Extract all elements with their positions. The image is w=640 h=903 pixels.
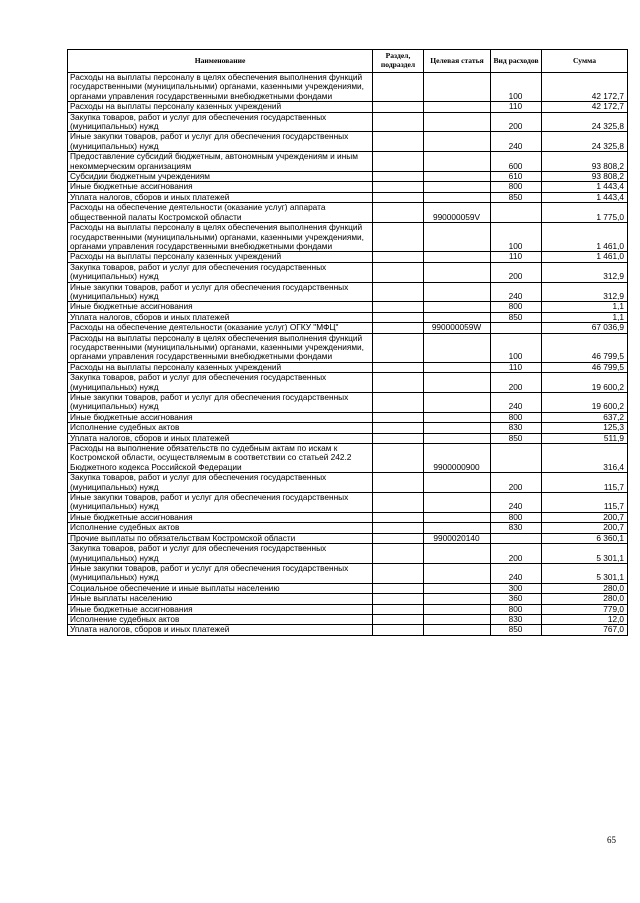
table-row bbox=[68, 182, 628, 192]
cell-type: 300 bbox=[491, 583, 542, 593]
cell-type: 800 bbox=[491, 512, 542, 522]
cell-section bbox=[373, 172, 424, 182]
cell-section bbox=[373, 493, 424, 513]
cell-target bbox=[424, 192, 491, 202]
cell-name: Закупка товаров, работ и услуг для обеспечения государственных (муниципальных) нужд bbox=[68, 112, 373, 132]
cell-target bbox=[424, 262, 491, 282]
cell-name: Иные закупки товаров, работ и услуг для обеспечения государственных (муниципальных) нужд bbox=[68, 493, 373, 513]
cell-type: 110 bbox=[491, 102, 542, 112]
cell-sum: 24 325,8 bbox=[542, 132, 628, 152]
cell-target bbox=[424, 73, 491, 102]
cell-target: 9900020140 bbox=[424, 533, 491, 543]
cell-name: Закупка товаров, работ и услуг для обеспечения государственных (муниципальных) нужд bbox=[68, 262, 373, 282]
cell-name: Предоставление субсидий бюджетным, автономным учреждениям и иным некоммерческим организациям bbox=[68, 152, 373, 172]
cell-target bbox=[424, 172, 491, 182]
cell-target bbox=[424, 625, 491, 635]
cell-section bbox=[373, 473, 424, 493]
header-section: Раздел, подраздел bbox=[373, 50, 424, 73]
table-row bbox=[68, 614, 628, 624]
cell-sum: 312,9 bbox=[542, 262, 628, 282]
cell-target bbox=[424, 223, 491, 252]
cell-name: Расходы на выплаты персоналу в целях обеспечения выполнения функций государственными (муниципальными) органами, казенными учреждениями, органами управления государственными внебюджетными фондами bbox=[68, 333, 373, 362]
cell-target bbox=[424, 112, 491, 132]
cell-section bbox=[373, 433, 424, 443]
cell-sum: 12,0 bbox=[542, 614, 628, 624]
cell-sum: 511,9 bbox=[542, 433, 628, 443]
cell-target bbox=[424, 302, 491, 312]
cell-section bbox=[373, 604, 424, 614]
cell-name: Иные закупки товаров, работ и услуг для обеспечения государственных (муниципальных) нужд bbox=[68, 282, 373, 302]
table-row bbox=[68, 583, 628, 593]
table-row bbox=[68, 323, 628, 333]
budget-sheet bbox=[67, 49, 627, 636]
cell-section bbox=[373, 282, 424, 302]
cell-type: 850 bbox=[491, 625, 542, 635]
cell-section bbox=[373, 512, 424, 522]
cell-target bbox=[424, 252, 491, 262]
cell-section bbox=[373, 333, 424, 362]
cell-name: Уплата налогов, сборов и иных платежей bbox=[68, 433, 373, 443]
cell-target bbox=[424, 412, 491, 422]
cell-section bbox=[373, 393, 424, 413]
cell-section bbox=[373, 412, 424, 422]
header-type: Вид расходов bbox=[491, 50, 542, 73]
cell-sum: 1,1 bbox=[542, 302, 628, 312]
cell-name: Уплата налогов, сборов и иных платежей bbox=[68, 192, 373, 202]
cell-type: 830 bbox=[491, 423, 542, 433]
table-row bbox=[68, 252, 628, 262]
cell-name: Закупка товаров, работ и услуг для обеспечения государственных (муниципальных) нужд bbox=[68, 373, 373, 393]
cell-target bbox=[424, 373, 491, 393]
cell-target bbox=[424, 544, 491, 564]
cell-type: 800 bbox=[491, 412, 542, 422]
header-sum: Сумма bbox=[542, 50, 628, 73]
cell-sum: 42 172,7 bbox=[542, 73, 628, 102]
cell-sum: 1 461,0 bbox=[542, 223, 628, 252]
cell-sum: 767,0 bbox=[542, 625, 628, 635]
cell-type: 200 bbox=[491, 112, 542, 132]
cell-sum: 200,7 bbox=[542, 512, 628, 522]
cell-type bbox=[491, 444, 542, 473]
cell-section bbox=[373, 182, 424, 192]
cell-target bbox=[424, 473, 491, 493]
cell-sum: 42 172,7 bbox=[542, 102, 628, 112]
cell-sum: 779,0 bbox=[542, 604, 628, 614]
cell-name: Уплата налогов, сборов и иных платежей bbox=[68, 625, 373, 635]
cell-target bbox=[424, 393, 491, 413]
cell-type: 200 bbox=[491, 262, 542, 282]
cell-section bbox=[373, 362, 424, 372]
table-row bbox=[68, 373, 628, 393]
table-row bbox=[68, 132, 628, 152]
cell-sum: 1 443,4 bbox=[542, 182, 628, 192]
table-row bbox=[68, 433, 628, 443]
cell-section bbox=[373, 523, 424, 533]
cell-name: Уплата налогов, сборов и иных платежей bbox=[68, 312, 373, 322]
cell-target bbox=[424, 182, 491, 192]
cell-name: Исполнение судебных актов bbox=[68, 423, 373, 433]
cell-type: 110 bbox=[491, 362, 542, 372]
cell-sum: 67 036,9 bbox=[542, 323, 628, 333]
cell-name: Исполнение судебных актов bbox=[68, 614, 373, 624]
cell-section bbox=[373, 152, 424, 172]
cell-target bbox=[424, 433, 491, 443]
cell-section bbox=[373, 73, 424, 102]
cell-sum: 115,7 bbox=[542, 473, 628, 493]
cell-name: Расходы на выплаты персоналу казенных учреждений bbox=[68, 102, 373, 112]
cell-section bbox=[373, 323, 424, 333]
cell-type: 360 bbox=[491, 594, 542, 604]
table-row bbox=[68, 563, 628, 583]
cell-type: 600 bbox=[491, 152, 542, 172]
cell-type: 610 bbox=[491, 172, 542, 182]
cell-name: Иные бюджетные ассигнования bbox=[68, 182, 373, 192]
cell-sum: 93 808,2 bbox=[542, 152, 628, 172]
cell-type: 850 bbox=[491, 312, 542, 322]
cell-sum: 24 325,8 bbox=[542, 112, 628, 132]
cell-target bbox=[424, 614, 491, 624]
cell-target bbox=[424, 594, 491, 604]
table-row bbox=[68, 473, 628, 493]
cell-target bbox=[424, 423, 491, 433]
table-row bbox=[68, 172, 628, 182]
cell-type: 240 bbox=[491, 393, 542, 413]
table-row bbox=[68, 152, 628, 172]
cell-target bbox=[424, 604, 491, 614]
cell-type: 240 bbox=[491, 282, 542, 302]
cell-name: Расходы на обеспечение деятельности (оказание услуг) аппарата общественной палаты Костромской области bbox=[68, 203, 373, 223]
cell-name: Иные выплаты населению bbox=[68, 594, 373, 604]
cell-sum: 19 600,2 bbox=[542, 373, 628, 393]
cell-target bbox=[424, 102, 491, 112]
cell-section bbox=[373, 132, 424, 152]
cell-name: Социальное обеспечение и иные выплаты населению bbox=[68, 583, 373, 593]
table-row bbox=[68, 533, 628, 543]
cell-type: 200 bbox=[491, 373, 542, 393]
table-row bbox=[68, 523, 628, 533]
cell-type: 100 bbox=[491, 223, 542, 252]
table-row bbox=[68, 282, 628, 302]
cell-sum: 316,4 bbox=[542, 444, 628, 473]
table-row bbox=[68, 594, 628, 604]
cell-type: 800 bbox=[491, 182, 542, 192]
cell-sum: 1,1 bbox=[542, 312, 628, 322]
cell-type: 800 bbox=[491, 604, 542, 614]
cell-target bbox=[424, 512, 491, 522]
cell-type: 240 bbox=[491, 132, 542, 152]
cell-type: 110 bbox=[491, 252, 542, 262]
cell-sum: 280,0 bbox=[542, 583, 628, 593]
cell-name: Расходы на выплаты персоналу в целях обеспечения выполнения функций государственными (муниципальными) органами, казенными учреждениями, органами управления государственными внебюджетными фондами bbox=[68, 73, 373, 102]
cell-type: 240 bbox=[491, 493, 542, 513]
table-row bbox=[68, 312, 628, 322]
cell-type: 830 bbox=[491, 523, 542, 533]
cell-sum: 125,3 bbox=[542, 423, 628, 433]
cell-type: 800 bbox=[491, 302, 542, 312]
cell-name: Иные бюджетные ассигнования bbox=[68, 302, 373, 312]
cell-target: 9900000900 bbox=[424, 444, 491, 473]
header-target: Целевая статья bbox=[424, 50, 491, 73]
cell-sum: 312,9 bbox=[542, 282, 628, 302]
table-row bbox=[68, 444, 628, 473]
cell-section bbox=[373, 625, 424, 635]
table-body bbox=[68, 73, 628, 636]
cell-sum: 1 461,0 bbox=[542, 252, 628, 262]
cell-section bbox=[373, 203, 424, 223]
cell-sum: 1 443,4 bbox=[542, 192, 628, 202]
cell-name: Расходы на обеспечение деятельности (оказание услуг) ОГКУ "МФЦ" bbox=[68, 323, 373, 333]
table-row bbox=[68, 423, 628, 433]
budget-table bbox=[67, 49, 628, 636]
table-row bbox=[68, 412, 628, 422]
cell-type: 240 bbox=[491, 563, 542, 583]
cell-type: 850 bbox=[491, 433, 542, 443]
cell-sum: 5 301,1 bbox=[542, 544, 628, 564]
cell-section bbox=[373, 563, 424, 583]
table-row bbox=[68, 362, 628, 372]
cell-section bbox=[373, 544, 424, 564]
cell-sum: 6 360,1 bbox=[542, 533, 628, 543]
table-row bbox=[68, 203, 628, 223]
header-row bbox=[68, 50, 628, 73]
cell-name: Расходы на выплаты персоналу казенных учреждений bbox=[68, 252, 373, 262]
cell-section bbox=[373, 112, 424, 132]
cell-section bbox=[373, 373, 424, 393]
table-row bbox=[68, 625, 628, 635]
cell-target bbox=[424, 563, 491, 583]
cell-target: 990000059W bbox=[424, 323, 491, 333]
cell-section bbox=[373, 102, 424, 112]
cell-sum: 46 799,5 bbox=[542, 333, 628, 362]
cell-type bbox=[491, 203, 542, 223]
cell-type: 100 bbox=[491, 333, 542, 362]
cell-target bbox=[424, 312, 491, 322]
cell-target bbox=[424, 523, 491, 533]
cell-type bbox=[491, 323, 542, 333]
table-row bbox=[68, 333, 628, 362]
cell-name: Субсидии бюджетным учреждениям bbox=[68, 172, 373, 182]
table-row bbox=[68, 302, 628, 312]
cell-target bbox=[424, 493, 491, 513]
cell-sum: 5 301,1 bbox=[542, 563, 628, 583]
cell-type: 200 bbox=[491, 473, 542, 493]
cell-target: 990000059V bbox=[424, 203, 491, 223]
cell-section bbox=[373, 583, 424, 593]
cell-type: 100 bbox=[491, 73, 542, 102]
table-row bbox=[68, 192, 628, 202]
cell-section bbox=[373, 614, 424, 624]
table-row bbox=[68, 544, 628, 564]
cell-section bbox=[373, 533, 424, 543]
table-row bbox=[68, 102, 628, 112]
table-row bbox=[68, 493, 628, 513]
table-row bbox=[68, 512, 628, 522]
cell-section bbox=[373, 262, 424, 282]
cell-target bbox=[424, 132, 491, 152]
cell-type: 200 bbox=[491, 544, 542, 564]
table-row bbox=[68, 223, 628, 252]
cell-target bbox=[424, 362, 491, 372]
cell-target bbox=[424, 152, 491, 172]
cell-section bbox=[373, 594, 424, 604]
cell-name: Закупка товаров, работ и услуг для обеспечения государственных (муниципальных) нужд bbox=[68, 544, 373, 564]
cell-name: Иные закупки товаров, работ и услуг для обеспечения государственных (муниципальных) нужд bbox=[68, 393, 373, 413]
cell-section bbox=[373, 192, 424, 202]
table-header bbox=[68, 50, 628, 73]
cell-target bbox=[424, 333, 491, 362]
cell-section bbox=[373, 252, 424, 262]
cell-sum: 1 775,0 bbox=[542, 203, 628, 223]
cell-sum: 200,7 bbox=[542, 523, 628, 533]
cell-section bbox=[373, 302, 424, 312]
table-row bbox=[68, 604, 628, 614]
cell-target bbox=[424, 583, 491, 593]
cell-name: Иные бюджетные ассигнования bbox=[68, 512, 373, 522]
page-number: 65 bbox=[607, 835, 616, 845]
table-row bbox=[68, 262, 628, 282]
header-name: Наименование bbox=[68, 50, 373, 73]
cell-name: Иные закупки товаров, работ и услуг для обеспечения государственных (муниципальных) нужд bbox=[68, 563, 373, 583]
cell-sum: 19 600,2 bbox=[542, 393, 628, 413]
cell-section bbox=[373, 223, 424, 252]
cell-sum: 637,2 bbox=[542, 412, 628, 422]
cell-sum: 93 808,2 bbox=[542, 172, 628, 182]
cell-name: Прочие выплаты по обязательствам Костромской области bbox=[68, 533, 373, 543]
cell-type bbox=[491, 533, 542, 543]
cell-section bbox=[373, 444, 424, 473]
table-row bbox=[68, 73, 628, 102]
cell-sum: 46 799,5 bbox=[542, 362, 628, 372]
cell-section bbox=[373, 423, 424, 433]
table-row bbox=[68, 112, 628, 132]
table-row bbox=[68, 393, 628, 413]
cell-name: Исполнение судебных актов bbox=[68, 523, 373, 533]
cell-sum: 280,0 bbox=[542, 594, 628, 604]
cell-name: Иные бюджетные ассигнования bbox=[68, 412, 373, 422]
cell-name: Иные бюджетные ассигнования bbox=[68, 604, 373, 614]
cell-name: Закупка товаров, работ и услуг для обеспечения государственных (муниципальных) нужд bbox=[68, 473, 373, 493]
cell-name: Расходы на выплаты персоналу в целях обеспечения выполнения функций государственными (муниципальными) органами, казенными учреждениями, органами управления государственными внебюджетными фондами bbox=[68, 223, 373, 252]
cell-type: 830 bbox=[491, 614, 542, 624]
cell-sum: 115,7 bbox=[542, 493, 628, 513]
cell-name: Иные закупки товаров, работ и услуг для обеспечения государственных (муниципальных) нужд bbox=[68, 132, 373, 152]
cell-name: Расходы на выплаты персоналу казенных учреждений bbox=[68, 362, 373, 372]
cell-target bbox=[424, 282, 491, 302]
cell-name: Расходы на выполнение обязательств по судебным актам по искам к Костромской области, осуществляемым в соответствии со статьей 242.2 Бюджетного кодекса Российской Федерации bbox=[68, 444, 373, 473]
cell-section bbox=[373, 312, 424, 322]
cell-type: 850 bbox=[491, 192, 542, 202]
